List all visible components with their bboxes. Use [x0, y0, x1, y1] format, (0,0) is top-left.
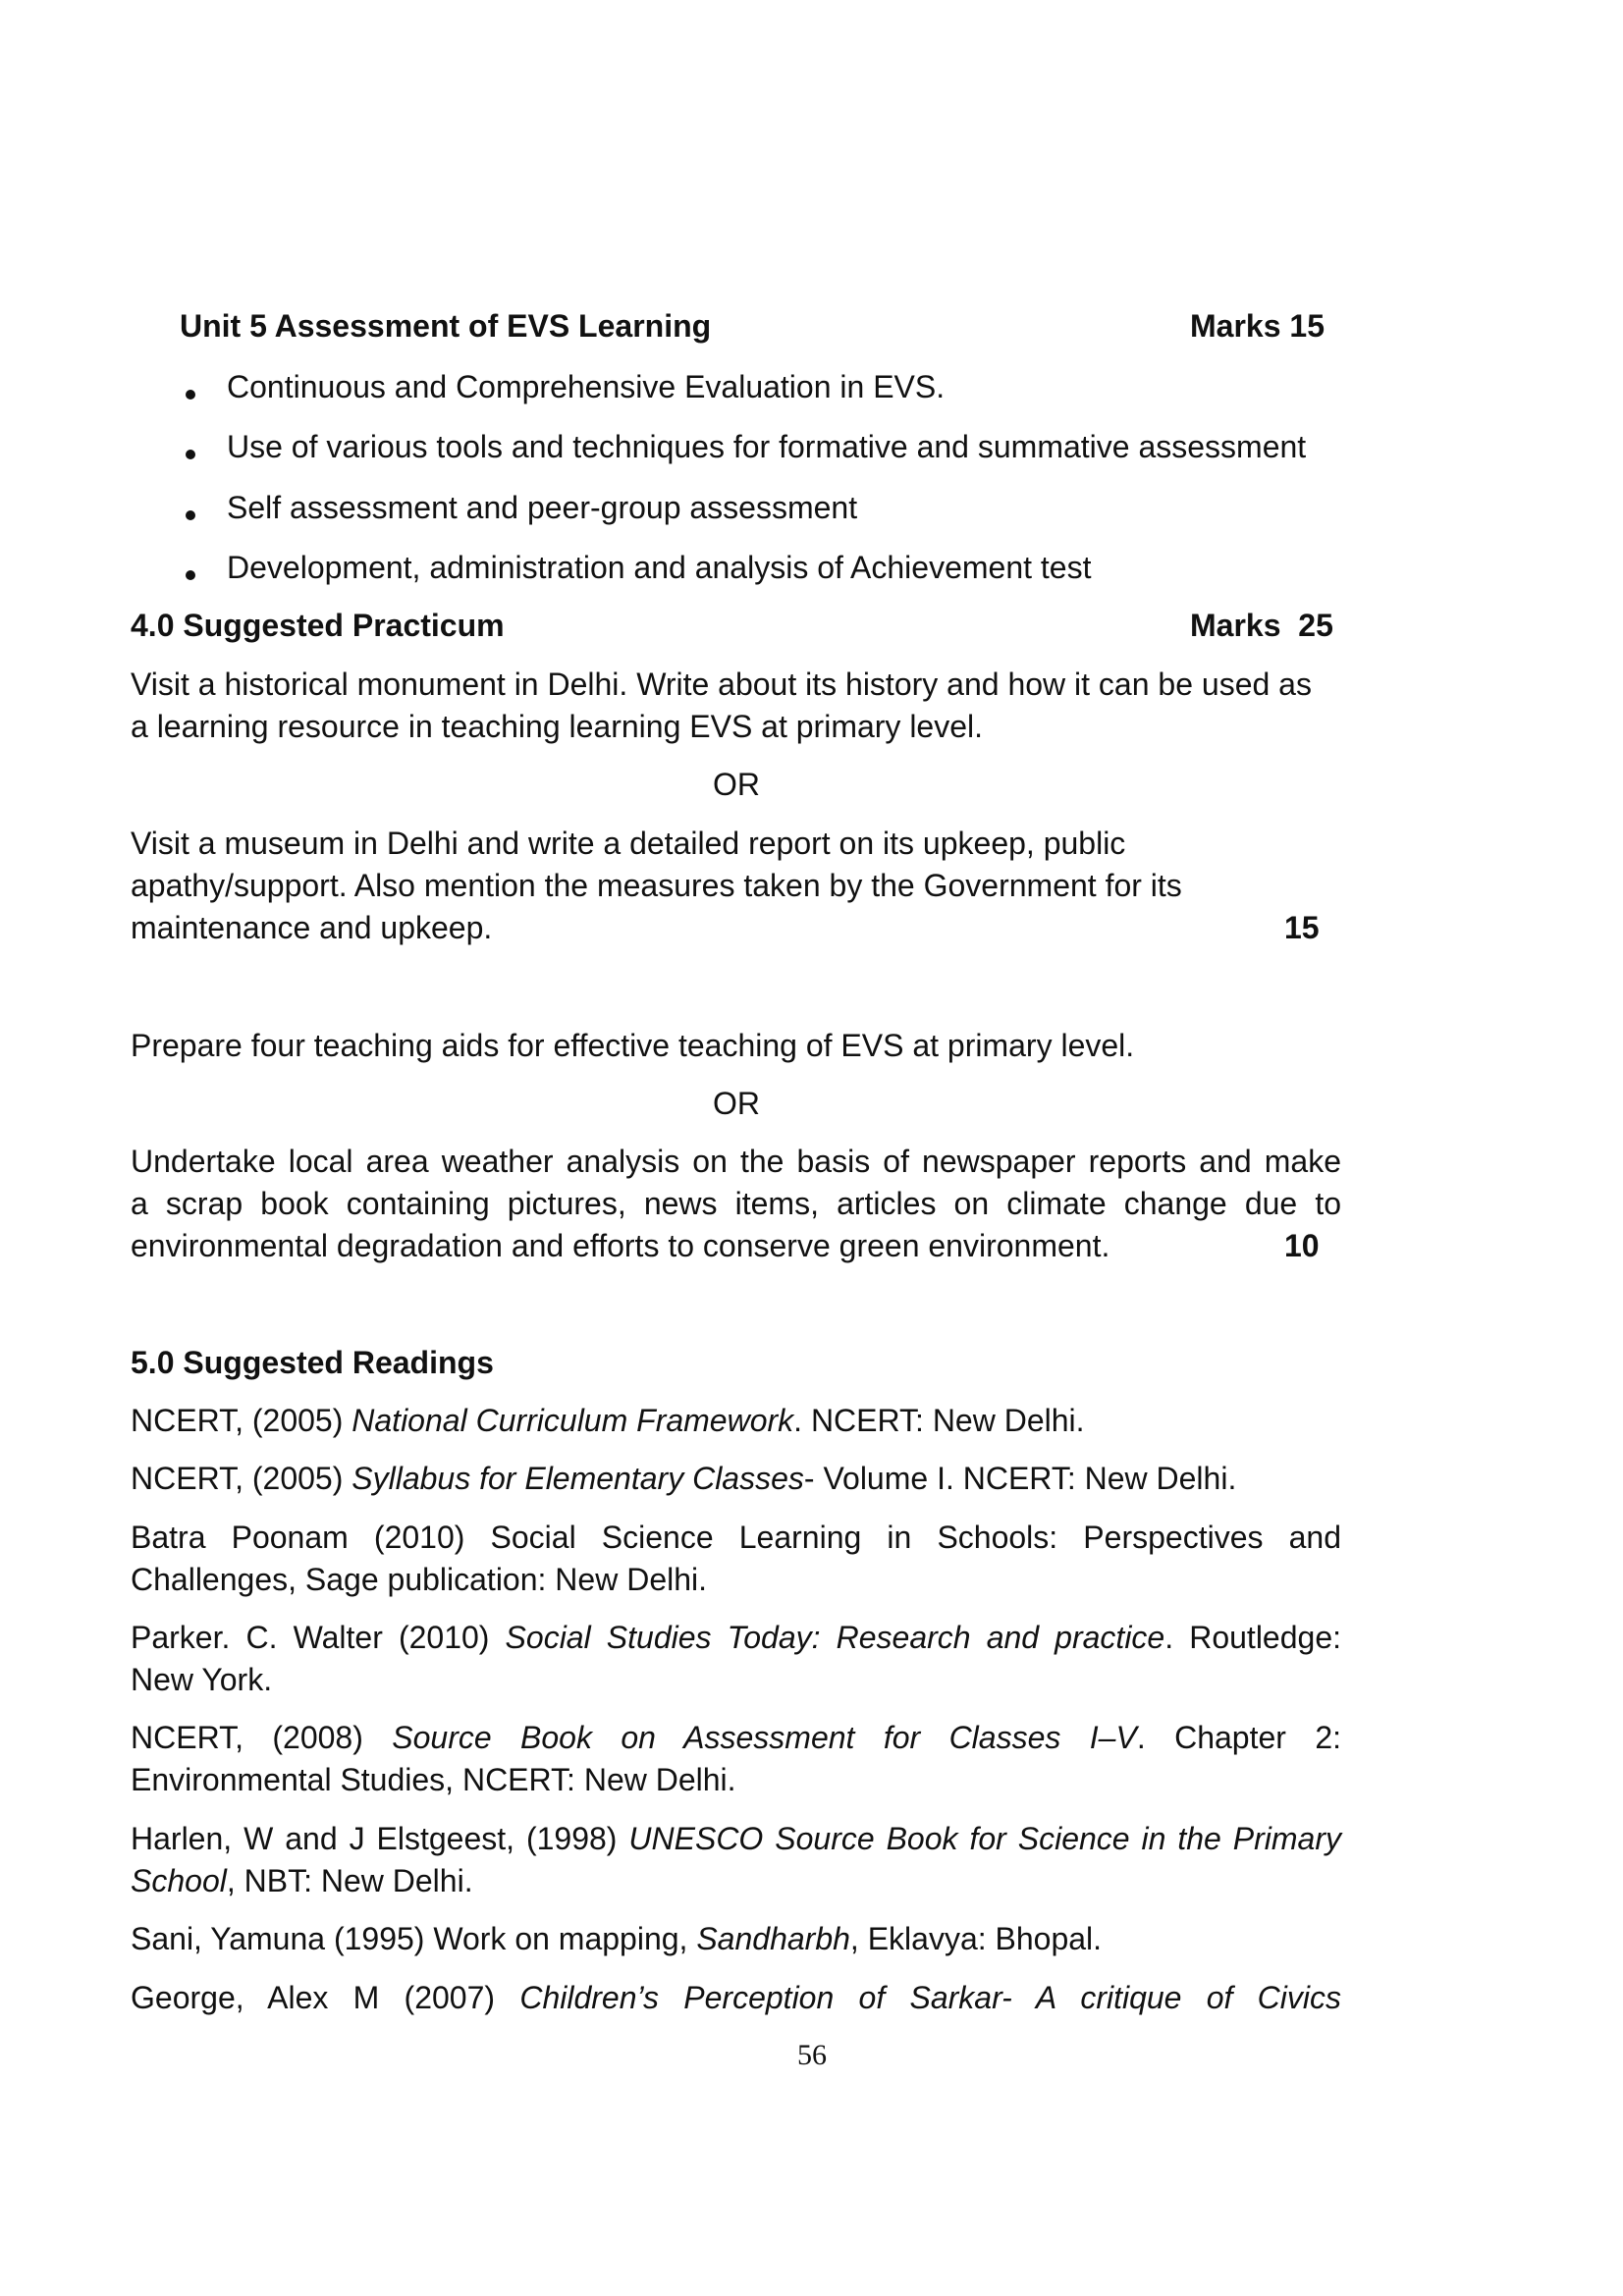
- practicum-option-line: Prepare four teaching aids for effective teaching of EVS at primary level.: [131, 1028, 1135, 1063]
- reading-title: Source Book on Assessment for Classes I–V: [392, 1720, 1137, 1755]
- reading-item-cont: New York.: [131, 1662, 273, 1697]
- reading-author: Harlen, W and J Elstgeest, (1998): [131, 1821, 629, 1856]
- reading-publisher: , NBT: New Delhi.: [226, 1863, 473, 1898]
- practicum-option-line: a scrap book containing pictures, news items, articles on climate change due to: [131, 1186, 1341, 1221]
- readings-heading: 5.0 Suggested Readings: [131, 1345, 494, 1380]
- reading-author: George, Alex M (2007): [131, 1980, 520, 2015]
- reading-author: NCERT, (2005): [131, 1461, 352, 1496]
- bullet-icon: [186, 390, 195, 400]
- practicum-option-line: maintenance and upkeep.: [131, 910, 493, 945]
- reading-title: School: [131, 1863, 227, 1898]
- or-separator: OR: [713, 767, 760, 802]
- practicum-option-line: a learning resource in teaching learning EVS at primary level.: [131, 709, 984, 744]
- reading-publisher: , Eklavya: Bhopal.: [849, 1921, 1103, 1956]
- practicum-option-line: Visit a museum in Delhi and write a detailed report on its upkeep, public: [131, 826, 1126, 861]
- reading-item-cont: Challenges, Sage publication: New Delhi.: [131, 1562, 708, 1597]
- reading-item: Batra Poonam (2010) Social Science Learning in Schools: Perspectives and: [131, 1520, 1341, 1555]
- list-item: Use of various tools and techniques for formative and summative assessment: [227, 429, 1307, 464]
- practicum-option-line: apathy/support. Also mention the measures taken by the Government for its: [131, 868, 1182, 903]
- practicum-option-line: Visit a historical monument in Delhi. Write about its history and how it can be used as: [131, 667, 1312, 702]
- or-separator: OR: [713, 1086, 760, 1121]
- unit-marks: Marks 15: [1190, 308, 1325, 344]
- reading-author: NCERT, (2008): [131, 1720, 393, 1755]
- reading-publisher: - Volume I. NCERT: New Delhi.: [803, 1461, 1237, 1496]
- reading-item: [131, 1823, 1341, 1854]
- bullet-icon: [186, 570, 195, 580]
- reading-publisher: . Routledge:: [1164, 1620, 1342, 1655]
- reading-item: [131, 1622, 1341, 1653]
- practicum-heading: 4.0 Suggested Practicum: [131, 608, 505, 643]
- unit-heading: Unit 5 Assessment of EVS Learning: [180, 308, 712, 344]
- reading-title: UNESCO Source Book for Science in the Primary: [628, 1821, 1342, 1856]
- practicum-option-line: environmental degradation and efforts to conserve green environment.: [131, 1228, 1110, 1263]
- list-item: Self assessment and peer-group assessment: [227, 490, 858, 525]
- reading-item: [131, 1722, 1341, 1753]
- reading-item: [131, 1405, 1085, 1436]
- reading-title: National Curriculum Framework: [352, 1403, 794, 1438]
- reading-title: Sandharbh: [696, 1921, 850, 1956]
- option-marks: 10: [1284, 1228, 1320, 1263]
- reading-publisher: . NCERT: New Delhi.: [793, 1403, 1085, 1438]
- reading-author: NCERT, (2005): [131, 1403, 352, 1438]
- reading-author: Sani, Yamuna (1995) Work on mapping,: [131, 1921, 697, 1956]
- reading-item-cont: Environmental Studies, NCERT: New Delhi.: [131, 1762, 736, 1797]
- practicum-marks: Marks 25: [1190, 608, 1333, 643]
- reading-title: Children’s Perception of Sarkar- A critique of Civics: [519, 1980, 1342, 2015]
- reading-title: Social Studies Today: Research and practice: [505, 1620, 1165, 1655]
- bullet-icon: [186, 510, 195, 520]
- reading-item: [131, 1982, 1341, 2013]
- bullet-icon: [186, 450, 195, 459]
- list-item: Development, administration and analysis of Achievement test: [227, 550, 1092, 585]
- practicum-option-line: Undertake local area weather analysis on the basis of newspaper reports and make: [131, 1144, 1341, 1179]
- page-number: 56: [797, 2039, 827, 2071]
- option-marks: 15: [1284, 910, 1320, 945]
- reading-title: Syllabus for Elementary Classes: [352, 1461, 804, 1496]
- list-item: Continuous and Comprehensive Evaluation in EVS.: [227, 369, 946, 404]
- reading-author: Parker. C. Walter (2010): [131, 1620, 506, 1655]
- reading-item-cont: [131, 1865, 473, 1896]
- reading-item: [131, 1923, 1102, 1954]
- reading-publisher: . Chapter 2:: [1136, 1720, 1342, 1755]
- reading-item: [131, 1463, 1236, 1494]
